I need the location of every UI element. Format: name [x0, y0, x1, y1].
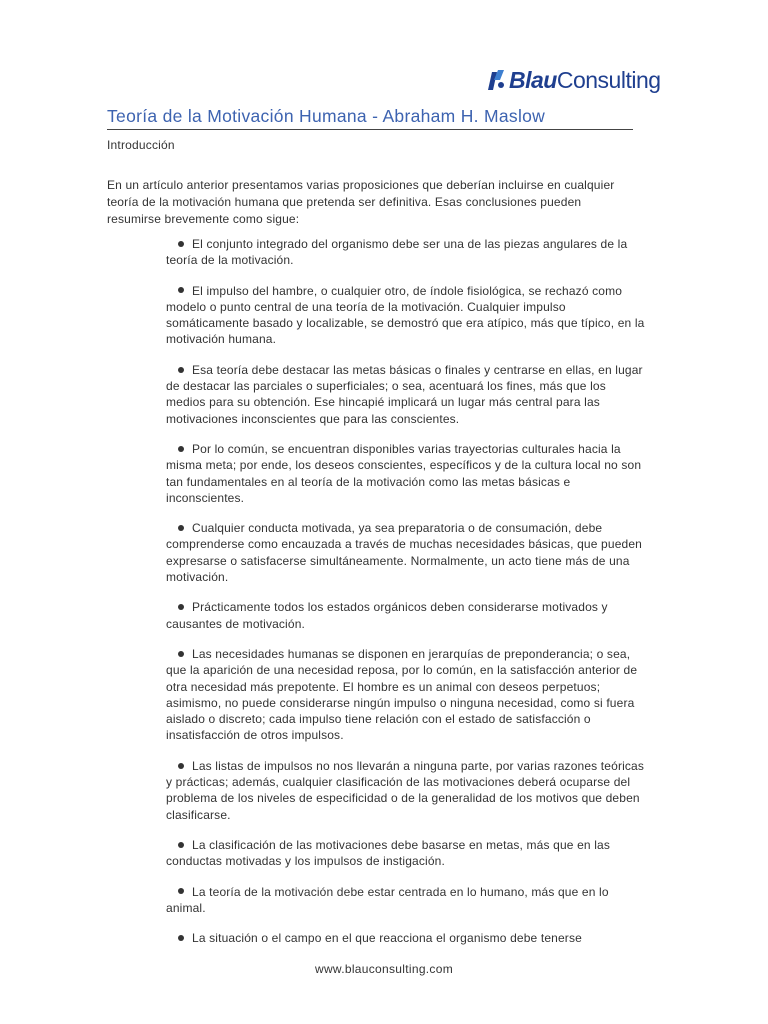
list-item — [166, 884, 646, 917]
list-item-text: Prácticamente todos los estados orgánicos deben considerarse motivados y causantes de motivación. — [166, 600, 608, 631]
bullet-icon — [178, 935, 184, 941]
intro-paragraph: En un artículo anterior presentamos varias proposiciones que deberían incluirse en cualquier teoría de la motivación humana que pretenda ser definitiva. Esas conclusiones pueden resumirse brevemente como sigue: — [107, 178, 615, 226]
list-item — [166, 837, 646, 870]
list-item — [166, 236, 646, 269]
bullet-icon — [178, 446, 184, 452]
brand-logo — [485, 64, 661, 96]
document-title: Teoría de la Motivación Humana - Abraham H. Maslow — [107, 106, 546, 126]
list-item — [166, 362, 646, 427]
bullet-icon — [178, 367, 184, 373]
blau-logo-mark-icon — [485, 68, 507, 92]
bullet-icon — [178, 241, 184, 247]
list-item-text: El conjunto integrado del organismo debe ser una de las piezas angulares de la teoría de la motivación. — [166, 237, 628, 268]
bullet-icon — [178, 604, 184, 610]
list-item — [166, 599, 646, 632]
list-item-text: El impulso del hambre, o cualquier otro, de índole fisiológica, se rechazó como modelo o punto central de una teoría de la motivación. Cualquier impulso somáticamente basado y localizable, se demostró que era atípico, más que típico, en la motivación humana. — [166, 283, 645, 347]
list-item-text: La clasificación de las motivaciones debe basarse en metas, más que en las conductas motivadas y los impulsos de instigación. — [166, 837, 610, 869]
list-item — [166, 520, 646, 585]
brand-name-bold: Blau — [509, 66, 557, 93]
bullet-icon — [178, 287, 184, 293]
proposition-list — [166, 236, 646, 960]
list-item-text: Cualquier conducta motivada, ya sea preparatoria o de consumación, debe comprenderse como encauzada a través de muchas necesidades básicas, que pueden expresarse o satisfacerse simultáneamente. Normalmente, un acto tiene más de una motivación. — [166, 521, 642, 585]
list-item-text: Las listas de impulsos no nos llevarán a ninguna parte, por varias razones teóricas y prácticas; además, cualquier clasificación de las motivaciones deberá ocuparse del problema de los niveles de especificidad o de la generalidad de los motivos que deben clasificarse. — [166, 758, 645, 822]
bullet-icon — [178, 842, 184, 848]
list-item — [166, 283, 646, 348]
bullet-icon — [178, 888, 184, 894]
list-item — [166, 758, 646, 823]
list-item — [166, 930, 646, 946]
title-divider — [107, 129, 633, 130]
list-item-text: Por lo común, se encuentran disponibles varias trayectorias culturales hacia la misma meta; por ende, los deseos conscientes, específicos y de la cultura local no son tan fundamentales en al teoría de la motivación como las metas básicas e inconscientes. — [166, 441, 642, 505]
list-item-text: Las necesidades humanas se disponen en jerarquías de preponderancia; o sea, que la aparición de una necesidad reposa, por lo común, en la satisfacción anterior de otra necesidad más prepotente. El hombre es un animal con deseos perpetuos; asimismo, no puede considerarse ningún impulso o ninguna necesidad, como si fuera aislado o discreto; cada impulso tiene relación con el estado de satisfacción o insatisfacción de otros impulsos. — [166, 646, 638, 743]
footer-url[interactable]: www.blauconsulting.com — [315, 962, 453, 976]
bullet-icon — [178, 651, 184, 657]
bullet-icon — [178, 763, 184, 769]
brand-name-rest: Consulting — [556, 66, 661, 93]
list-item — [166, 646, 646, 744]
list-item — [166, 441, 646, 506]
list-item-text: La situación o el campo en el que reacciona el organismo debe tenerse — [192, 931, 582, 946]
section-heading: Introducción — [107, 138, 175, 152]
list-item-text: Esa teoría debe destacar las metas básicas o finales y centrarse en ellas, en lugar de destacar las parciales o superficiales; o sea, acentuará los fines, más que los medios para su obtención. Ese hincapié implicará un lugar más central para las motivaciones inconscientes que para las conscientes. — [166, 362, 643, 426]
bullet-icon — [178, 525, 184, 531]
list-item-text: La teoría de la motivación debe estar centrada en lo humano, más que en lo animal. — [166, 884, 609, 915]
